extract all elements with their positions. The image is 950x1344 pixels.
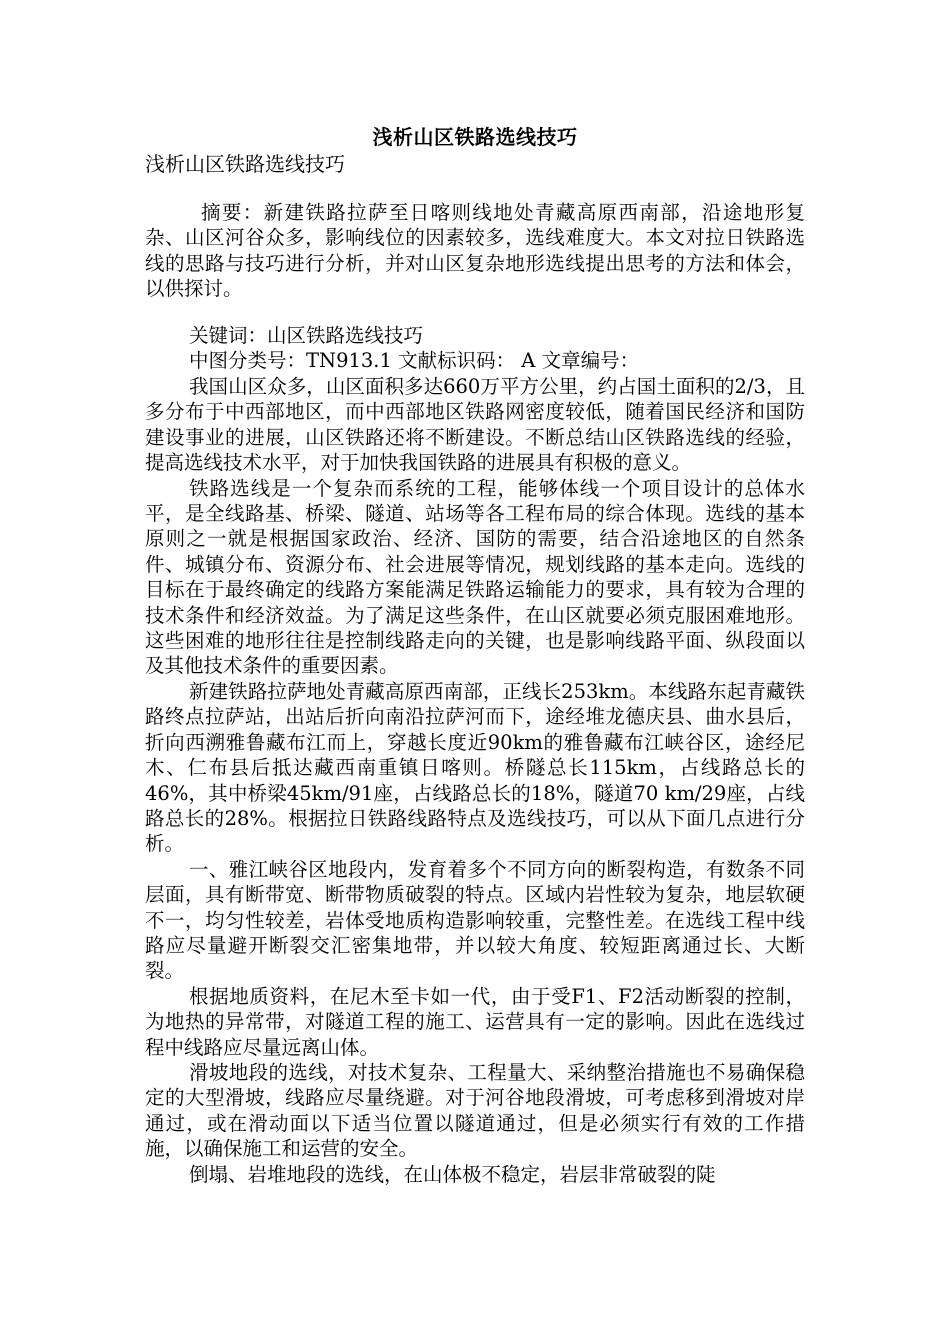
- body-content: [145, 374, 805, 1187]
- keywords-line: 关键词：山区铁路选线技巧: [189, 324, 424, 347]
- document-title: 浅析山区铁路选线技巧: [372, 125, 578, 149]
- classification-line: 中图分类号：TN913.1 文献标识码： A 文章编号：: [189, 349, 640, 373]
- body-paragraph: 铁路选线是一个复杂而系统的工程，能够体线一个项目设计的总体水平，是全线路基、桥梁、隧道、站场等各工程布局的综合体现。选线的基本原则之一就是根据国家政治、经济、国防的需要，结合沿途地区的自然条件、城镇分布、资源分布、社会进展等情况，规划线路的基本走向。选线的目标在于最终确定的线路方案能满足铁路运输能力的要求，具有较为合理的技术条件和经济效益。为了满足这些条件，在山区就要必须克服困难地形。这些困难的地形往往是控制线路走向的关键，也是影响线路平面、纵段面以及其他技术条件的重要因素。: [145, 476, 805, 678]
- body-paragraph: 我国山区众多，山区面积多达660万平方公里，约占国土面积的2/3，且多分布于中西部地区，而中西部地区铁路网密度较低，随着国民经济和国防建设事业的进展，山区铁路还将不断建设。不断总结山区铁路选线的经验，提高选线技术水平，对于加快我国铁路的进展具有积极的意义。: [145, 375, 805, 475]
- body-paragraph: 滑坡地段的选线，对技术复杂、工程量大、采纳整治措施也不易确保稳定的大型滑坡，线路应尽量绕避。对于河谷地段滑坡，可考虑移到滑坡对岸通过，或在滑动面以下适当位置以隧道通过，但是必须实行有效的工作措施，以确保施工和运营的安全。: [145, 1060, 805, 1161]
- abstract-paragraph: 摘要：新建铁路拉萨至日喀则线地处青藏高原西南部，沿途地形复杂、山区河谷众多，影响线位的因素较多，选线难度大。本文对拉日铁路选线的思路与技巧进行分析，并对山区复杂地形选线提出思考的方法和体会，以供探讨。: [145, 201, 805, 301]
- document-subtitle: 浅析山区铁路选线技巧: [145, 152, 345, 176]
- body-paragraph: 一、雅江峡谷区地段内，发育着多个不同方向的断裂构造，有数条不同层面，具有断带宽、断带物质破裂的特点。区域内岩性较为复杂，地层软硬不一，均匀性较差，岩体受地质构造影响较重，完整性差。在选线工程中线路应尽量避开断裂交汇密集地带，并以较大角度、较短距离通过长、大断裂。: [145, 857, 805, 983]
- body-paragraph: 倒塌、岩堆地段的选线，在山体极不稳定，岩层非常破裂的陡: [189, 1162, 716, 1186]
- body-paragraph: 根据地质资料，在尼木至卡如一代，由于受F1、F2活动断裂的控制，为地热的异常带，对隧道工程的施工、运营具有一定的影响。因此在选线过程中线路应尽量远离山体。: [145, 984, 805, 1059]
- body-paragraph: 新建铁路拉萨地处青藏高原西南部，正线长253km。本线路东起青藏铁路终点拉萨站，出站后折向南沿拉萨河而下，途经堆龙德庆县、曲水县后，折向西溯雅鲁藏布江而上，穿越长度近90km的雅鲁藏布江峡谷区，途经尼木、仁布县后抵达藏西南重镇日喀则。桥隧总长115km，占线路总长的46%，其中桥梁45km/91座，占线路总长的18%，隧道70 km/29座，占线路总长的28%。根据拉日铁路线路特点及选线技巧，可以从下面几点进行分析。: [145, 679, 805, 856]
- abstract-section: [145, 200, 805, 302]
- metadata-section: [145, 323, 805, 374]
